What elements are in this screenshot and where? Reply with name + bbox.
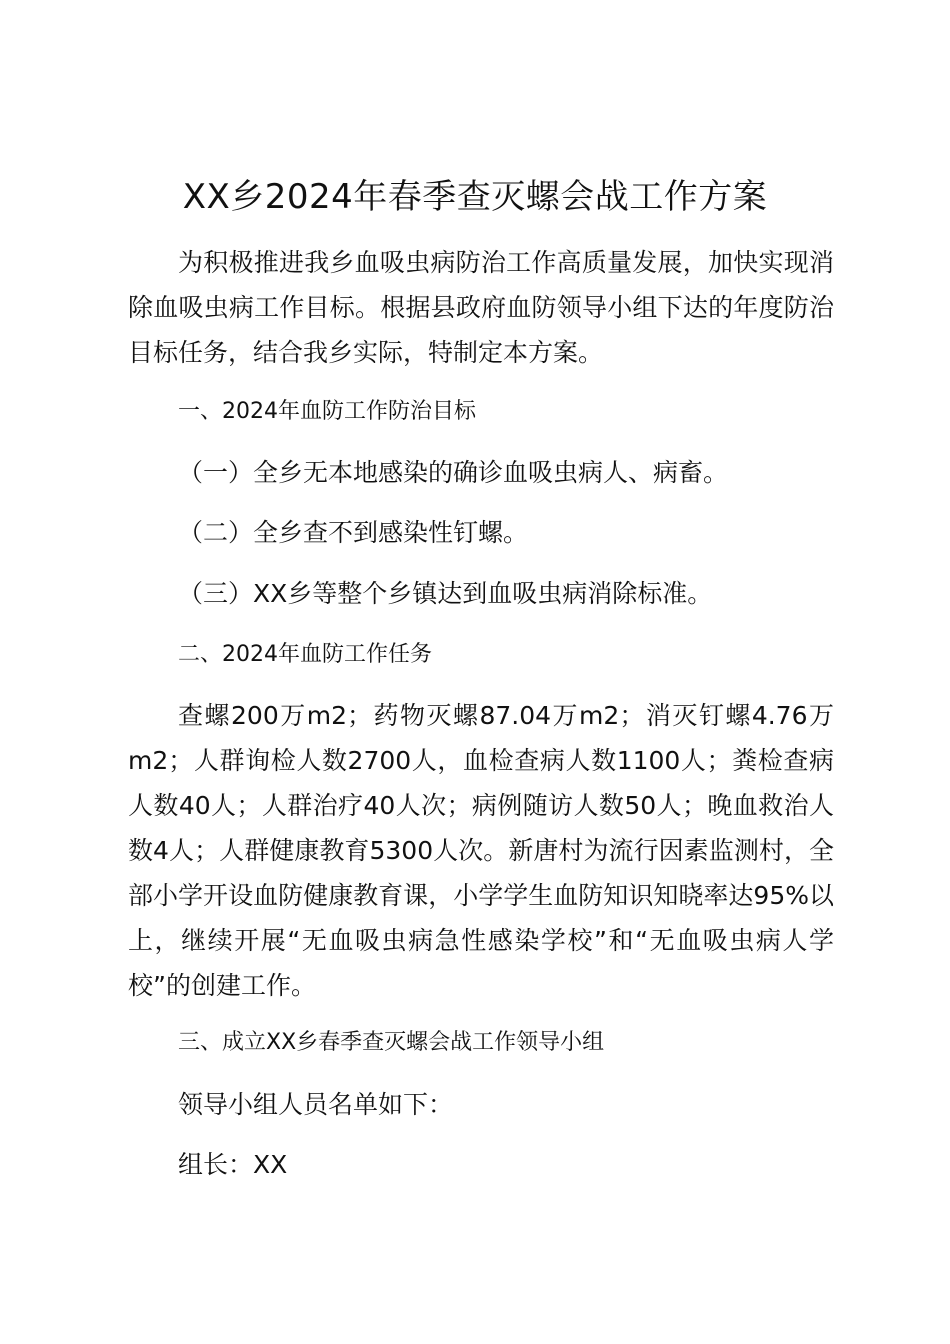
section-1-heading: 一、2024年血防工作防治目标: [178, 399, 476, 424]
intro-paragraph: 为积极推进我乡血吸虫病防治工作高质量发展，加快实现消除血吸虫病工作目标。根据县政府血防领导小组下达的年度防治目标任务，结合我乡实际，特制定本方案。: [128, 248, 834, 367]
document-title: XX乡2024年春季查灭螺会战工作方案: [182, 177, 768, 217]
section-2-heading: 二、2024年血防工作任务: [178, 642, 432, 667]
goal-item-1: （一）全乡无本地感染的确诊血吸虫病人、病畜。: [178, 458, 729, 487]
leader-line: 组长：XX: [178, 1150, 288, 1179]
tasks-paragraph: 查螺200万m2；药物灭螺87.04万m2；消灭钉螺4.76万m2；人群询检人数2700人，血检查病人数1100人；粪检查病人数40人；人群治疗40人次；病例随访人数50人；晚血救治人数4人；人群健康教育5300人次。新唐村为流行因素监测村，全部小学开设血防健康教育课，小学学生血防知识知晓率达95%以上，继续开展“无血吸虫病急性感染学校”和“无血吸虫病人学校”的创建工作。: [128, 701, 834, 1000]
section-3-heading: 三、成立XX乡春季查灭螺会战工作领导小组: [178, 1030, 605, 1055]
goal-item-3: （三）XX乡等整个乡镇达到血吸虫病消除标准。: [178, 579, 713, 608]
member-list-label: 领导小组人员名单如下：: [178, 1090, 454, 1119]
goal-item-2: （二）全乡查不到感染性钉螺。: [178, 518, 529, 547]
